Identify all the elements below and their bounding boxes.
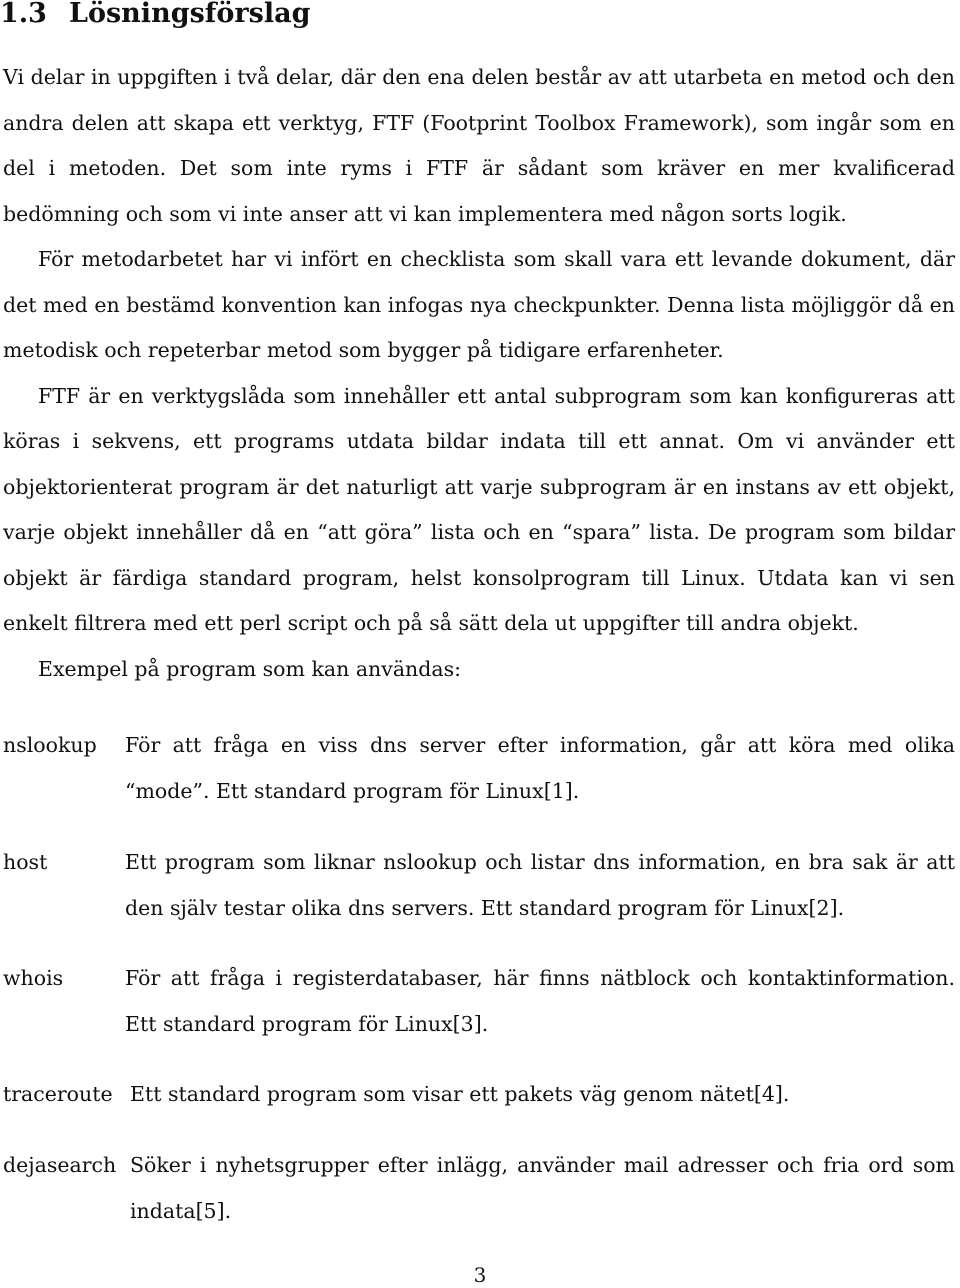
body-text — [3, 55, 955, 692]
program-name: nslookup — [3, 733, 97, 757]
program-description: Ett program som liknar nslookup och listar dns information, en bra sak är att den själv testar olika dns servers. Ett standard program för Linux[2]. — [125, 850, 955, 920]
section-title: Lösningsförslag — [68, 0, 311, 29]
paragraph-examples-intro: Exempel på program som kan användas: — [38, 656, 462, 681]
program-name: host — [3, 850, 48, 874]
program-name: traceroute — [3, 1082, 113, 1106]
paragraph-task-split: Vi delar in uppgiften i två delar, där den ena delen består av att utarbeta en metod och den andra delen att skapa ett verktyg, FTF (Footprint Toolbox Framework), som ingår som en del i metoden. Det som inte ryms i FTF är sådant som kräver en mer kvalificerad bedömning och som vi inte anser att vi kan implementera med någon sorts logik. — [3, 65, 955, 226]
program-description: För att fråga i registerdatabaser, här finns nätblock och kontaktinformation. Ett standard program för Linux[3]. — [125, 966, 955, 1036]
section-number: 1.3 — [0, 0, 47, 29]
page-number: 3 — [473, 1263, 487, 1287]
program-description: Söker i nyhetsgrupper efter inlägg, använder mail adresser och fria ord som indata[5]. — [130, 1153, 955, 1223]
paragraph-ftf: FTF är en verktygslåda som innehåller ett antal subprogram som kan konfigureras att köras i sekvens, ett programs utdata bildar indata till ett annat. Om vi använder ett objektorienterat program är det naturligt att varje subprogram är en instans av ett objekt, varje objekt innehåller då en “att göra” lista och en “spara” lista. De program som bildar objekt är färdiga standard program, helst konsolprogram till Linux. Utdata kan vi sen enkelt filtrera med ett perl script och på så sätt dela ut uppgifter till andra objekt. — [3, 383, 955, 635]
program-description: För att fråga en viss dns server efter information, går att köra med olika “mode”. Ett standard program för Linux[1]. — [125, 733, 955, 803]
program-name: whois — [3, 966, 64, 990]
program-name: dejasearch — [3, 1153, 117, 1177]
section-heading — [0, 0, 310, 34]
program-description: Ett standard program som visar ett pakets väg genom nätet[4]. — [130, 1082, 790, 1106]
paragraph-checklist: För metodarbetet har vi infört en checklista som skall vara ett levande dokument, där det med en bestämd konvention kan infogas nya checkpunkter. Denna lista möjliggör då en metodisk och repeterbar metod som bygger på tidigare erfarenheter. — [3, 247, 955, 362]
